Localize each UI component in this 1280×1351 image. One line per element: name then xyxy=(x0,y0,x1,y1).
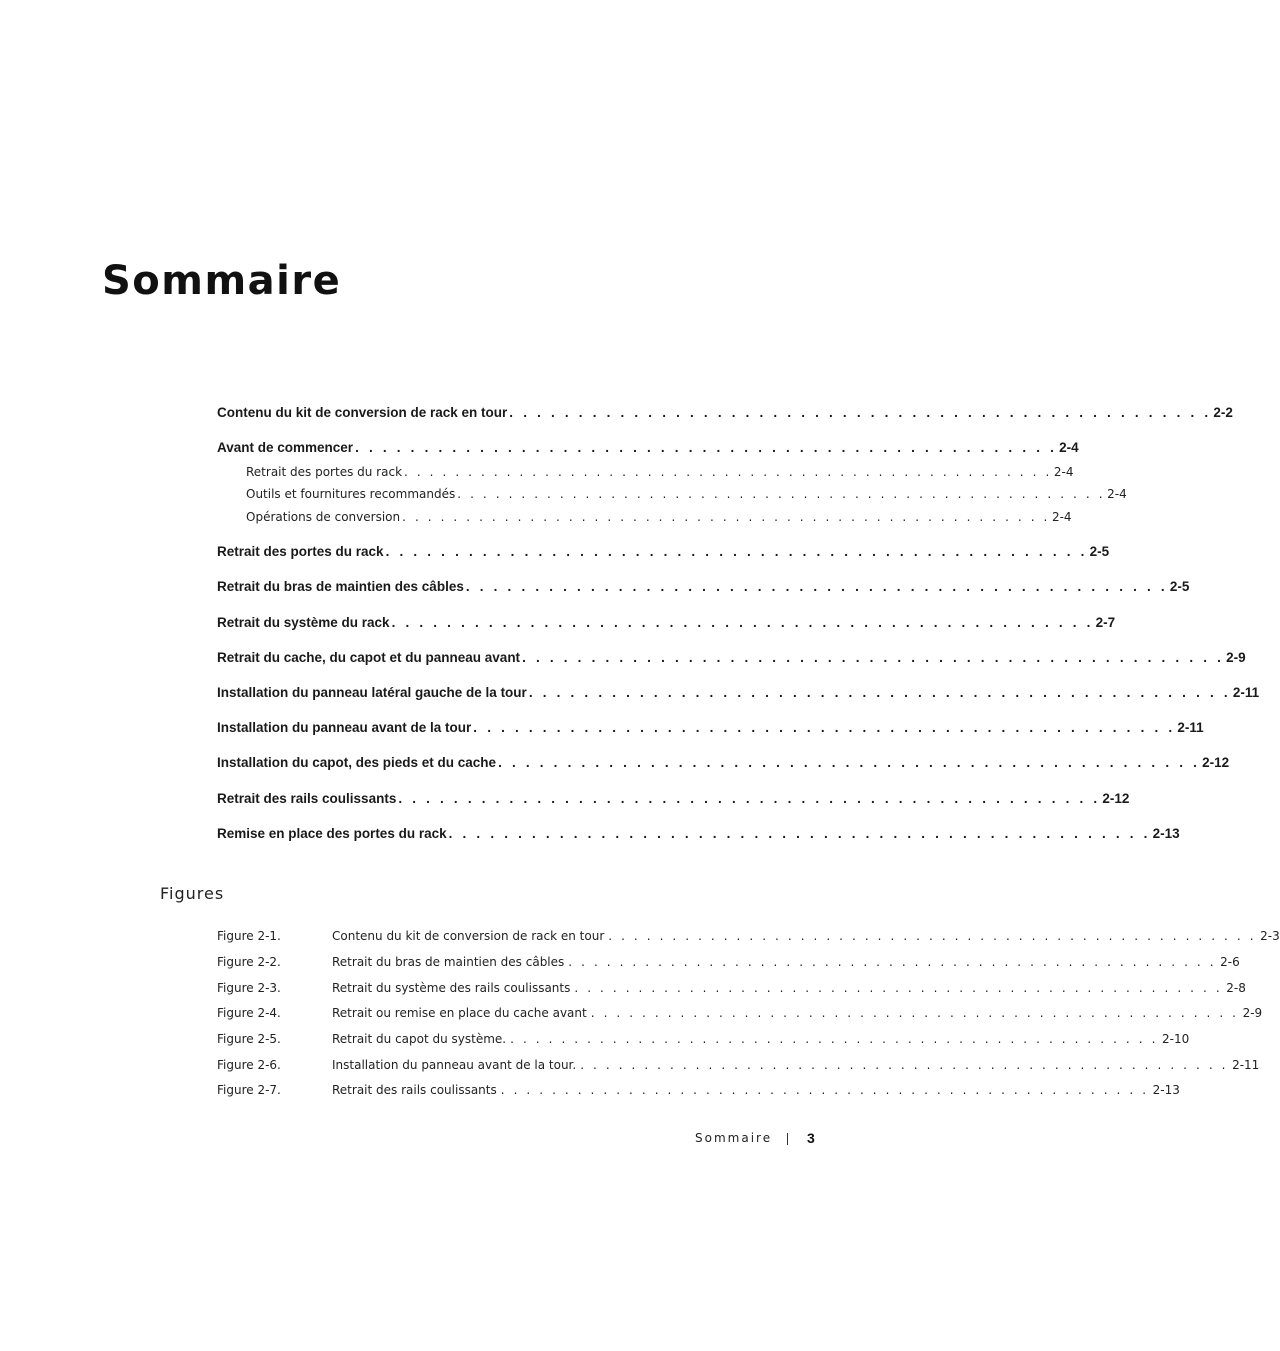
dot-leader: . . . . . . . . . . . . . . . . . . . . . . . . . . . . . . . . . . . . . . . . . . . . . . . . . . . xyxy=(402,510,1050,524)
toc-entry-page: 2-11 xyxy=(1177,720,1204,735)
figure-page: 2-13 xyxy=(1152,1083,1180,1097)
figure-entry[interactable] xyxy=(217,955,1240,971)
figure-label: Installation du panneau avant de la tour. xyxy=(332,1058,577,1072)
dot-leader: . . . . . . . . . . . . . . . . . . . . . . . . . . . . . . . . . . . . . . . . . . . . . . . . . . . xyxy=(465,579,1168,594)
figure-label: Contenu du kit de conversion de rack en tour xyxy=(332,929,605,943)
toc-entry[interactable] xyxy=(217,826,1180,844)
dot-leader: . . . . . . . . . . . . . . . . . . . . . . . . . . . . . . . . . . . . . . . . . . . . . . . . . . . xyxy=(355,440,1058,455)
dot-leader: . . . . . . . . . . . . . . . . . . . . . . . . . . . . . . . . . . . . . . . . . . . . . . . . . . . xyxy=(457,487,1106,501)
toc-entry-page: 2-11 xyxy=(1232,685,1260,700)
figure-number: Figure 2-2. xyxy=(217,955,281,969)
toc-entry-label: Installation du capot, des pieds et du cache xyxy=(217,755,497,770)
dot-leader: . . . . . . . . . . . . . . . . . . . . . . . . . . . . . . . . . . . . . . . . . . . . . . . . . . . xyxy=(404,465,1052,479)
toc-entry[interactable] xyxy=(217,791,1130,809)
dot-leader: . . . . . . . . . . . . . . . . . . . . . . . . . . . . . . . . . . . . . . . . . . . . . . . . . . . xyxy=(385,544,1088,559)
toc-entry[interactable] xyxy=(217,755,1230,773)
figure-page: 2-3 xyxy=(1260,929,1280,943)
toc-entry-label: Retrait des portes du rack xyxy=(217,544,384,559)
figure-number: Figure 2-6. xyxy=(217,1058,281,1072)
figure-label: Retrait ou remise en place du cache avant xyxy=(332,1006,587,1020)
figure-number: Figure 2-7. xyxy=(217,1083,281,1097)
dot-leader: . . . . . . . . . . . . . . . . . . . . . . . . . . . . . . . . . . . . . . . . . . . . . . . . . . . xyxy=(608,929,1257,943)
dot-leader: . . . . . . . . . . . . . . . . . . . . . . . . . . . . . . . . . . . . . . . . . . . . . . . . . . . xyxy=(580,1058,1229,1072)
figure-number: Figure 2-4. xyxy=(217,1006,281,1020)
figure-entry[interactable] xyxy=(217,1032,1190,1048)
toc-entry-page: 2-7 xyxy=(1095,615,1116,630)
toc-entry-label: Avant de commencer xyxy=(217,440,354,455)
figures-heading: Figures xyxy=(160,884,225,903)
figure-entry[interactable] xyxy=(217,1083,1180,1099)
footer-divider xyxy=(787,1133,788,1145)
toc-entry-page: 2-12 xyxy=(1102,791,1130,806)
figure-entry[interactable] xyxy=(217,981,1246,997)
figure-page: 2-8 xyxy=(1226,981,1246,995)
dot-leader: . . . . . . . . . . . . . . . . . . . . . . . . . . . . . . . . . . . . . . . . . . . . . . . . . . . xyxy=(528,685,1231,700)
toc-entry-label: Retrait du cache, du capot et du panneau avant xyxy=(217,650,521,665)
figure-number: Figure 2-5. xyxy=(217,1032,281,1046)
figure-number: Figure 2-1. xyxy=(217,929,281,943)
toc-entry-page: 2-12 xyxy=(1202,755,1230,770)
toc-entry[interactable] xyxy=(217,615,1116,633)
figure-entry[interactable] xyxy=(217,929,1280,945)
toc-entry-page: 2-5 xyxy=(1169,579,1190,594)
dot-leader: . . . . . . . . . . . . . . . . . . . . . . . . . . . . . . . . . . . . . . . . . . . . . . . . . . . xyxy=(391,615,1094,630)
figure-page: 2-10 xyxy=(1161,1032,1190,1046)
toc-entry[interactable] xyxy=(217,685,1260,703)
toc-entry-page: 2-4 xyxy=(1051,510,1072,524)
toc-entry-label: Retrait du système du rack xyxy=(217,615,390,630)
dot-leader: . . . . . . . . . . . . . . . . . . . . . . . . . . . . . . . . . . . . . . . . . . . . . . . . . . . xyxy=(398,791,1101,806)
dot-leader: . . . . . . . . . . . . . . . . . . . . . . . . . . . . . . . . . . . . . . . . . . . . . . . . . . . xyxy=(473,720,1176,735)
toc-entry-label: Retrait des rails coulissants xyxy=(217,791,397,806)
toc-entry[interactable] xyxy=(217,440,1079,458)
toc-subentry[interactable] xyxy=(246,510,1072,526)
footer-page-number: 3 xyxy=(807,1130,815,1146)
toc-entry-page: 2-4 xyxy=(1053,465,1074,479)
toc-entry-label: Retrait du bras de maintien des câbles xyxy=(217,579,464,594)
dot-leader: . . . . . . . . . . . . . . . . . . . . . . . . . . . . . . . . . . . . . . . . . . . . . . . . . . . xyxy=(509,405,1212,420)
toc-entry-label: Remise en place des portes du rack xyxy=(217,826,447,841)
dot-leader: . . . . . . . . . . . . . . . . . . . . . . . . . . . . . . . . . . . . . . . . . . . . . . . . . . . xyxy=(522,650,1225,665)
toc-entry-label: Outils et fournitures recommandés xyxy=(246,487,456,501)
figure-label: Retrait des rails coulissants xyxy=(332,1083,497,1097)
toc-entry-label: Retrait des portes du rack xyxy=(246,465,403,479)
figure-label: Retrait du capot du système. xyxy=(332,1032,507,1046)
figure-entry[interactable] xyxy=(217,1058,1260,1074)
dot-leader: . . . . . . . . . . . . . . . . . . . . . . . . . . . . . . . . . . . . . . . . . . . . . . . . . . . xyxy=(500,1083,1149,1097)
toc-entry-label: Contenu du kit de conversion de rack en tour xyxy=(217,405,508,420)
dot-leader: . . . . . . . . . . . . . . . . . . . . . . . . . . . . . . . . . . . . . . . . . . . . . . . . . . . xyxy=(498,755,1201,770)
toc-entry-label: Installation du panneau latéral gauche de la tour xyxy=(217,685,527,700)
toc-subentry[interactable] xyxy=(246,487,1127,503)
dot-leader: . . . . . . . . . . . . . . . . . . . . . . . . . . . . . . . . . . . . . . . . . . . . . . . . . . . xyxy=(448,826,1151,841)
toc-entry[interactable] xyxy=(217,405,1233,423)
toc-entry-page: 2-4 xyxy=(1107,487,1127,501)
toc-entry[interactable] xyxy=(217,544,1110,562)
figure-label: Retrait du bras de maintien des câbles xyxy=(332,955,565,969)
toc-entry-label: Installation du panneau avant de la tour xyxy=(217,720,472,735)
toc-entry[interactable] xyxy=(217,650,1246,668)
toc-entry[interactable] xyxy=(217,720,1204,738)
toc-entry-page: 2-2 xyxy=(1213,405,1233,420)
figure-page: 2-11 xyxy=(1232,1058,1260,1072)
figure-number: Figure 2-3. xyxy=(217,981,281,995)
figure-page: 2-6 xyxy=(1220,955,1240,969)
toc-entry[interactable] xyxy=(217,579,1190,597)
page-title: Sommaire xyxy=(102,258,342,304)
toc-subentry[interactable] xyxy=(246,465,1074,481)
figure-page: 2-9 xyxy=(1242,1006,1263,1020)
toc-entry-page: 2-4 xyxy=(1059,440,1079,455)
figure-label: Retrait du système des rails coulissants xyxy=(332,981,571,995)
footer-label: Sommaire xyxy=(695,1131,773,1145)
toc-entry-page: 2-9 xyxy=(1226,650,1246,665)
toc-entry-page: 2-13 xyxy=(1152,826,1180,841)
figure-entry[interactable] xyxy=(217,1006,1263,1022)
toc-entry-label: Opérations de conversion xyxy=(246,510,401,524)
dot-leader: . . . . . . . . . . . . . . . . . . . . . . . . . . . . . . . . . . . . . . . . . . . . . . . . . . . xyxy=(510,1032,1158,1046)
dot-leader: . . . . . . . . . . . . . . . . . . . . . . . . . . . . . . . . . . . . . . . . . . . . . . . . . . . xyxy=(574,981,1223,995)
dot-leader: . . . . . . . . . . . . . . . . . . . . . . . . . . . . . . . . . . . . . . . . . . . . . . . . . . . xyxy=(568,955,1217,969)
dot-leader: . . . . . . . . . . . . . . . . . . . . . . . . . . . . . . . . . . . . . . . . . . . . . . . . . . . xyxy=(590,1006,1239,1020)
toc-entry-page: 2-5 xyxy=(1089,544,1110,559)
